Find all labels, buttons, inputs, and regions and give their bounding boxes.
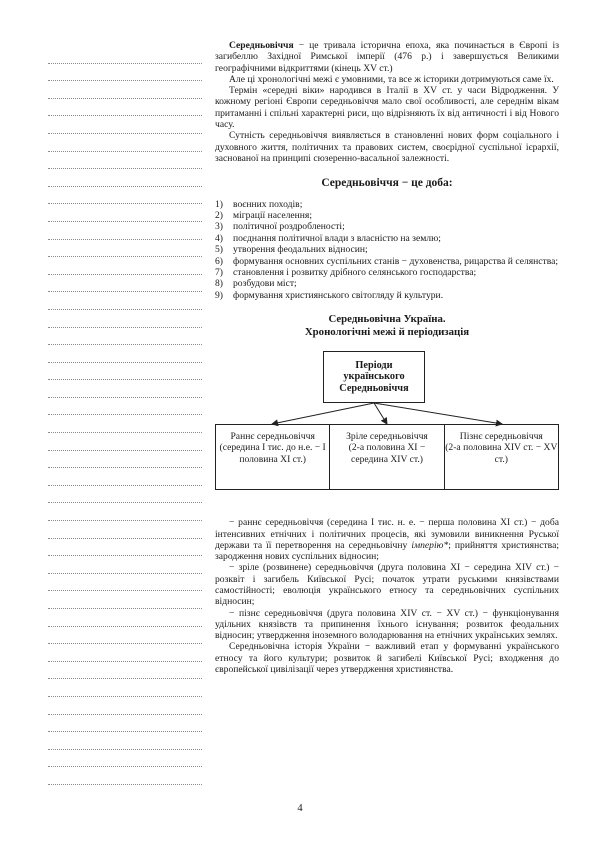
- note-line: [48, 556, 202, 574]
- period-late-range: (2-а половина XIV ст. − XV ст.): [445, 442, 558, 465]
- era-item-number: 9): [215, 289, 223, 301]
- note-line: [48, 222, 202, 240]
- note-line: [48, 750, 202, 768]
- period-mature-name: Зріле середньовіччя: [346, 431, 428, 443]
- era-item-number: 3): [215, 221, 223, 233]
- note-line: [48, 275, 202, 293]
- era-list: [215, 199, 559, 302]
- era-list-item: [215, 290, 559, 301]
- era-list-item: [215, 199, 559, 210]
- arrow-late: [374, 403, 502, 424]
- note-line: [48, 134, 202, 152]
- note-line: [48, 609, 202, 627]
- note-line: [48, 591, 202, 609]
- note-line: [48, 345, 202, 363]
- era-item-number: 6): [215, 255, 223, 267]
- detail-summary: Середньовічна історія України − важливий етап у формуванні українського етносу та його культури; розвиток й загибелі Київської Русі; входження до європейської цивілізації через утвердження християнства.: [215, 641, 559, 676]
- era-item-text: розбудови міст;: [233, 278, 297, 290]
- era-item-number: 5): [215, 244, 223, 256]
- note-line: [48, 715, 202, 733]
- era-item-text: становлення і розвитку дрібного селянського господарства;: [233, 267, 477, 278]
- note-line: [48, 539, 202, 557]
- detail-late: − пізнє середньовіччя (друга половина XIV ст. − XV ст.) − функціонування удільних князівств та припинення їхнього існування; розвиток феодальних відносин; утвердження іноземного володарювання на етнічних українських землях.: [215, 607, 559, 642]
- note-line: [48, 116, 202, 134]
- main-content: [215, 40, 559, 675]
- term-middle-ages: Середньовіччя: [229, 40, 294, 51]
- note-line: [48, 257, 202, 275]
- note-line: [48, 662, 202, 680]
- section-title-line-2: Хронологічні межі й періодизація: [304, 326, 470, 339]
- note-line: [48, 204, 202, 222]
- period-early-name: Раннє середньовіччя: [230, 431, 315, 443]
- era-list-item: [215, 221, 559, 232]
- detail-early: [215, 517, 559, 562]
- era-item-text: політичної роздробленості;: [233, 221, 345, 233]
- period-late-name: Пізнє середньовіччя: [459, 431, 543, 443]
- intro-paragraph-4: Сутність середньовіччя виявляється в становленні нових форм соціального і духовного життя, політичних та правових систем, своєрідної суспільної ієрархії, заснованої на принципі сюзеренно-васальної залежності.: [215, 130, 559, 164]
- arrow-early: [272, 403, 374, 424]
- era-item-text: формування основних суспільних станів − духовенства, рицарства й селянства;: [233, 255, 559, 267]
- section-title-line-1: Середньовічна Україна.: [328, 313, 446, 326]
- note-line: [48, 328, 202, 346]
- era-item-number: 7): [215, 267, 223, 278]
- era-heading: Середньовіччя − це доба:: [321, 177, 453, 190]
- intro-paragraph-2: Але ці хронологічні межі є умовними, та все ж історики дотримуються саме їх.: [229, 73, 554, 85]
- note-line: [48, 767, 202, 785]
- note-line: [48, 415, 202, 433]
- period-mature: [329, 425, 443, 489]
- note-line: [48, 433, 202, 451]
- note-line: [48, 451, 202, 469]
- era-list-item: [215, 210, 559, 221]
- era-item-number: 2): [215, 209, 223, 221]
- era-list-item: [215, 233, 559, 244]
- era-item-text: поєднання політичної влади з власністю на землю;: [233, 232, 441, 244]
- note-line: [48, 310, 202, 328]
- note-line: [48, 468, 202, 486]
- detail-early-italic: імперію*: [411, 539, 449, 551]
- note-line: [48, 380, 202, 398]
- detail-early-text: − раннє середньовіччя (середина I тис. н. е. − перша половина XI ст.) − доба інтенсивних етнічних і політичних процесів, які зумовили виникнення Руської держави та її перетворення на середньовічну: [215, 517, 559, 551]
- note-line: [48, 398, 202, 416]
- detail-early-end: ; прийняття християнства; зародження нових суспільних відносин;: [215, 539, 559, 563]
- section-title: [215, 313, 559, 339]
- note-line: [48, 574, 202, 592]
- note-line: [48, 363, 202, 381]
- note-line: [48, 521, 202, 539]
- note-line: [48, 679, 202, 697]
- note-line: [48, 240, 202, 258]
- note-line: [48, 46, 202, 64]
- diagram-periods-row: [215, 424, 559, 490]
- note-line: [48, 64, 202, 82]
- diagram-root-box: Періоди українського Середньовіччя: [323, 351, 425, 403]
- note-line: [48, 486, 202, 504]
- intro-paragraph-3: Термін «середні віки» народився в Італії в XV ст. у часи Відродження. У кожному регіоні Європи середньовіччя мало свої особливості, але середнім вікам притаманні і спільні характерні риси, що відрізняють їх від античності і від Нового часу.: [215, 85, 559, 131]
- period-late: [444, 425, 558, 489]
- era-item-number: 8): [215, 278, 223, 290]
- era-item-text: воєнних походів;: [233, 198, 303, 210]
- era-item-text: формування християнського світогляду й культури.: [233, 289, 444, 301]
- note-line: [48, 732, 202, 750]
- era-item-number: 1): [215, 198, 223, 210]
- periods-diagram: [215, 347, 559, 487]
- period-mature-range: (2-а половина XI − середина XIV ст.): [348, 442, 426, 465]
- intro-paragraph-1: [215, 40, 559, 74]
- era-item-number: 4): [215, 232, 223, 244]
- note-line: [48, 169, 202, 187]
- arrow-mature: [374, 403, 387, 424]
- note-line: [48, 187, 202, 205]
- era-item-text: міграції населення;: [233, 209, 313, 221]
- note-line: [48, 627, 202, 645]
- note-line: [48, 81, 202, 99]
- period-early-range: (середина I тис. до н.е. − I половина XI ст.): [219, 442, 326, 465]
- detail-mature: − зріле (розвинене) середньовіччя (друга половина XI − середина XIV ст.) − розквіт і загибель Київської Русі; початок утрати руськими князівствами самостійності; еволюція українського етносу та середньовічних суспільних відносин;: [215, 562, 559, 608]
- notes-margin: [48, 46, 202, 785]
- period-details: [215, 517, 559, 675]
- note-line: [48, 644, 202, 662]
- era-list-item: [215, 278, 559, 289]
- note-line: [48, 292, 202, 310]
- note-line: [48, 697, 202, 715]
- era-list-item: [215, 244, 559, 255]
- era-list-item: [215, 267, 559, 278]
- intro-p1-text: − це тривала історична епоха, яка починається в Європі із загибеллю Західної Римської імперії (476 р.) і завершується Великими географічними відкриттями (кінець XV ст.): [215, 40, 559, 74]
- era-item-text: утворення феодальних відносин;: [233, 244, 368, 256]
- page-number: 4: [297, 803, 303, 814]
- era-list-item: [215, 256, 559, 267]
- note-line: [48, 99, 202, 117]
- note-line: [48, 503, 202, 521]
- period-early: [216, 425, 329, 489]
- note-line: [48, 152, 202, 170]
